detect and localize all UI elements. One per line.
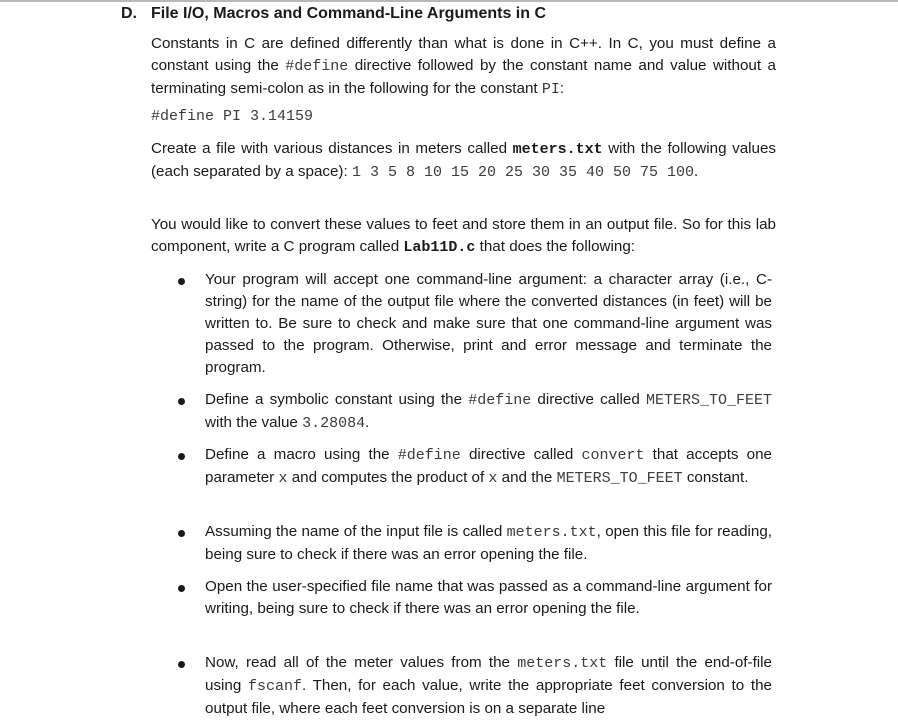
meters-filename: meters.txt [512,141,603,158]
bullet-3-text-3: that accepts one parameter [205,446,773,486]
meters-filename: meters.txt [506,524,597,541]
bullet-dot [178,278,185,285]
bullet-3-text-1: Define a macro using the [205,446,398,463]
create-file-paragraph [151,138,776,184]
parameter-x: x [278,470,288,487]
bullet-1-text: Your program will accept one command-line argument: a character array (i.e., C-string) for the name of the output file where the converted distances (in feet) will be written to. Be sure to check and make sure that one command-line argument was passed to the program. Otherwise, print and error message and terminate the program. [205,271,772,376]
bullet-6-text-2: file until the end-of-file using [205,654,772,694]
meters-filename: meters.txt [517,655,608,672]
create-text-1: Create a file with various distances in meters called [151,140,513,157]
bullet-item-2 [205,389,772,435]
intro-text-2: directive followed by the constant name and value without a terminating semi-colon as in the following for the constant [151,57,776,97]
bullet-dot [178,661,185,668]
bullet-3-text-2: directive called [460,446,582,463]
section-heading [121,4,546,24]
bullet-item-4 [205,521,772,566]
bullet-6-text-3: . Then, for each value, write the appropriate feet conversion to the output file, where each feet conversion is on a separate line [205,677,773,717]
fscanf-function: fscanf [248,678,303,695]
bullet-item-5 [205,576,772,620]
convert-text-1: You would like to convert these values to feet and store them in an output file. So for this lab component, write a C program called [151,216,776,255]
intro-text-1: Constants in C are defined differently than what is done in C++. In C, you must define a constant using the [151,35,776,74]
bullet-dot [178,585,185,592]
define-keyword: #define [468,392,532,409]
intro-paragraph [151,33,776,101]
bullet-3-text-5: and the [497,469,557,486]
bullet-5-text: Open the user-specified file name that was passed as a command-line argument for writing, being sure to check if there was an error opening the file. [205,578,772,617]
bullet-item-3 [205,444,772,490]
intro-text-3: : [559,80,565,97]
meter-values: 1 3 5 8 10 15 20 25 30 35 40 50 75 100 [351,164,694,181]
parameter-x: x [488,470,498,487]
program-filename: Lab11D.c [403,239,476,256]
bullet-dot [178,530,185,537]
convert-macro-name: convert [581,447,645,464]
pi-constant: PI [541,81,560,98]
bullet-4-text-1: Assuming the name of the input file is called [205,523,507,540]
bullet-dot [178,398,185,405]
define-keyword: #define [285,58,349,75]
bullet-item-6 [205,652,772,720]
bullet-3-text-6: constant. [682,469,749,486]
bullet-2-text-1: Define a symbolic constant using the [205,391,469,408]
meters-to-feet-constant: METERS_TO_FEET [556,470,683,487]
bullet-3-text-4: and computes the product of [287,469,489,486]
create-text-2: with the following values (each separated by a space): [151,140,777,180]
bullet-dot [178,453,185,460]
conversion-value: 3.28084 [302,415,366,432]
bullet-item-1 [205,269,772,379]
create-text-3: . [694,163,699,180]
bullet-4-text-2: , open this file for reading, being sure to check if there was an error opening the file. [205,523,772,563]
meters-to-feet-constant: METERS_TO_FEET [645,392,772,409]
define-keyword: #define [397,447,461,464]
bullet-6-text-1: Now, read all of the meter values from the [205,654,518,671]
bullet-2-text-3: with the value [205,414,303,431]
bullet-2-text-4: . [365,414,370,431]
code-example: #define PI 3.14159 [151,108,314,125]
convert-text-2: that does the following: [475,238,635,255]
section-label: D. [121,5,137,22]
section-title: File I/O, Macros and Command-Line Arguments in C [151,5,547,22]
convert-intro-paragraph [151,214,776,259]
bullet-2-text-2: directive called [531,391,646,408]
